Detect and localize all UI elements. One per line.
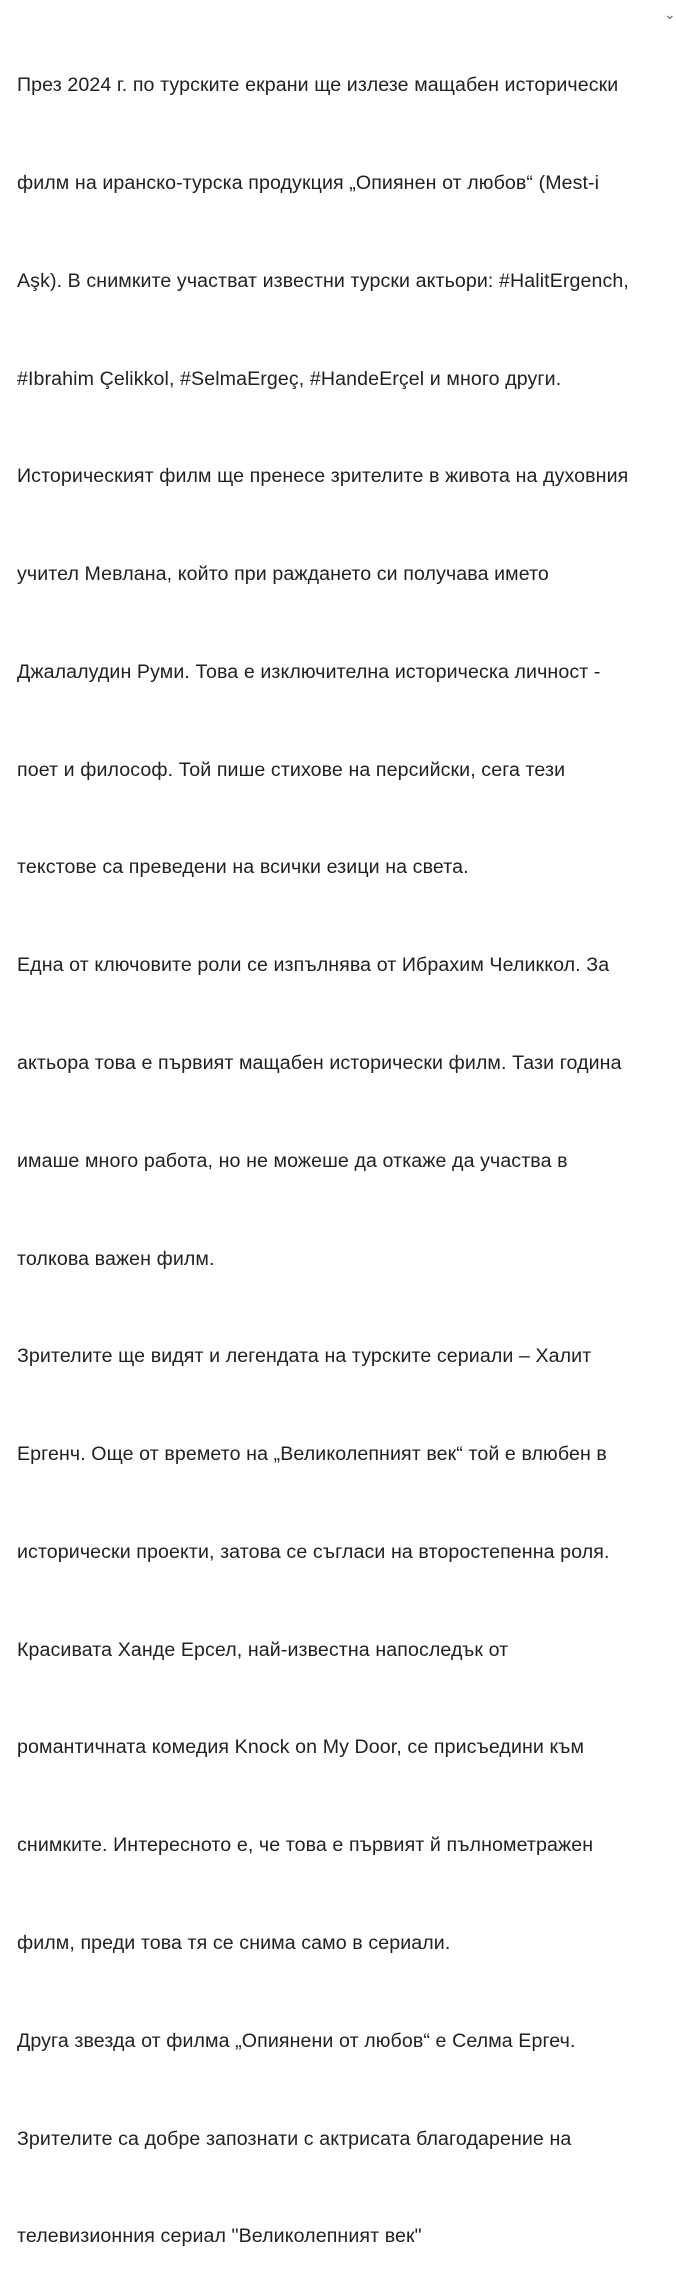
post-line: Друга звезда от филма „Опиянени от любов“ е Селма Ергеч. xyxy=(17,2029,576,2052)
post-line: романтичната комедия Knock on My Door, се присъедини към xyxy=(17,1736,585,1759)
post-line: имаше много работа, но не можеше да откаже да участва в xyxy=(17,1149,568,1172)
post-text xyxy=(17,4,669,2286)
post-line: Джалалудин Руми. Това е изключителна историческа личност - xyxy=(17,660,601,683)
post-line: Зрителите ще видят и легендата на турските сериали – Халит xyxy=(17,1345,592,1368)
post-line: исторически проекти, затова се съгласи на второстепенна роля. xyxy=(17,1540,610,1563)
post-line: #Ibrahim Çelikkol, #SelmaErgeç, #HandeErçel и много други. xyxy=(17,367,562,390)
post-line: Aşk). В снимките участват известни турски актьори: #HalitErgench, xyxy=(17,269,629,292)
post-line: снимките. Интересното е, че това е първият й пълнометражен xyxy=(17,1834,594,1857)
post-line: Историческият филм ще пренесе зрителите в живота на духовния xyxy=(17,465,629,488)
post-line: толкова важен филм. xyxy=(17,1247,215,1270)
post-line: актьора това е първият мащабен исторически филм. Тази година xyxy=(17,1052,622,1074)
chevron-down-icon[interactable]: ⌄ xyxy=(664,6,676,22)
post-line: телевизионния сериал "Великолепният век" xyxy=(17,2225,422,2248)
post-line: Ергенч. Още от времето на „Великолепният век“ той е влюбен в xyxy=(17,1443,607,1466)
post-line: филм, преди това тя се снима само в сериали. xyxy=(17,1932,451,1955)
post-line: Една от ключовите роли се изпълнява от Ибрахим Челиккол. За xyxy=(17,954,610,977)
post-line: През 2024 г. по турските екрани ще излезе мащабен исторически xyxy=(17,74,619,97)
post-line: филм на иранско-турска продукция „Опиянен от любов“ (Mest-i xyxy=(17,171,600,194)
post-line: Зрителите са добре запознати с актрисата благодарение на xyxy=(17,2127,572,2150)
post-line: учител Мевлана, който при раждането си получава името xyxy=(17,563,549,586)
post-line: поет и философ. Той пише стихове на персийски, сега тези xyxy=(17,758,566,781)
post-line: Красивата Ханде Ерсел, най-известна напоследък от xyxy=(17,1638,509,1661)
post-line: текстове са преведени на всички езици на света. xyxy=(17,856,469,879)
